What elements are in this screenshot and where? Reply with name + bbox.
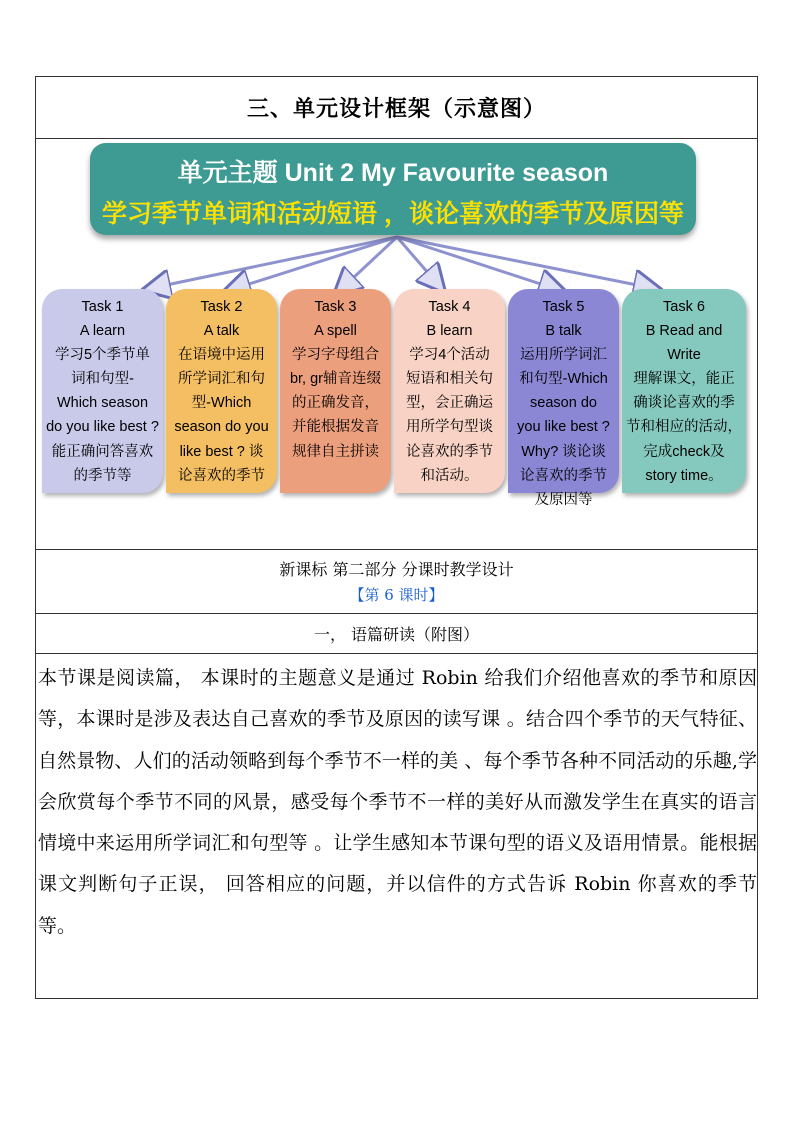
task-line: A talk bbox=[203, 323, 240, 340]
task-line: 论喜欢的季节 bbox=[406, 443, 493, 460]
task-line: 用所学句型谈 bbox=[406, 419, 493, 436]
task-line: Which season bbox=[56, 395, 149, 412]
task-line: 所学词汇和句 bbox=[178, 371, 265, 388]
task-line: season do you bbox=[174, 419, 269, 436]
task-line: A spell bbox=[314, 323, 357, 340]
heading-row bbox=[36, 550, 757, 614]
task-line: 理解课文，能正 bbox=[633, 371, 735, 388]
task-line: 运用所学词汇 bbox=[520, 347, 607, 364]
task-line: like best ? 谈 bbox=[179, 443, 264, 460]
task-line: B talk bbox=[545, 323, 582, 340]
task-title: Task 4 bbox=[428, 299, 471, 315]
task-line: 词和句型- bbox=[71, 371, 134, 388]
task-line: 论喜欢的季节 bbox=[178, 467, 265, 484]
task-line: 确谈论喜欢的季 bbox=[633, 395, 735, 412]
lesson-description: 本节课是阅读篇， 本课时的主题意义是通过 Robin 给我们介绍他喜欢的季节和原因等，本课时是涉及表达自己喜欢的季节及原因的读写课 。结合四个季节的天气特征、自然景物、人们的活动领略到每个季节不一样的美 、每个季节各种不同活动的乐趣,学会欣赏每个季节不同的风景，感受每个季节不一样的美好从而激发学生在真实的语言情境中来运用所学词汇和句型等 。让学生感知本节课句型的语义及语用情景。能根据课文判断句子正误， 回答相应的问题，并以信件的方式告诉 Robin 你喜欢的季节等。 bbox=[38, 667, 757, 937]
subheading-row bbox=[36, 614, 757, 654]
task-line: do you like best ? bbox=[46, 419, 159, 436]
task-line: 型，会正确运 bbox=[406, 395, 493, 412]
task-line: 完成check及 bbox=[643, 443, 725, 460]
task-line: 节和相应的活动， bbox=[626, 419, 742, 436]
task-card-6 bbox=[622, 289, 746, 493]
section-title-row bbox=[36, 77, 757, 139]
task-card-2 bbox=[166, 289, 277, 493]
task-line: 在语境中运用 bbox=[178, 347, 265, 364]
task-line: you like best ? bbox=[517, 419, 610, 436]
unit-topic-title: 单元主题 Unit 2 My Favourite season bbox=[177, 159, 609, 187]
task-line: B learn bbox=[426, 323, 473, 340]
task-line: 和活动。 bbox=[420, 467, 479, 484]
task-line: 规律自主拼读 bbox=[292, 443, 379, 460]
task-line: br, gr辅音连缀 bbox=[289, 371, 382, 388]
unit-framework-diagram bbox=[42, 141, 753, 508]
discourse-analysis-heading: 一， 语篇研读（附图） bbox=[313, 625, 480, 644]
task-title: Task 6 bbox=[663, 299, 705, 315]
lesson-number: 【第 6 课时】 bbox=[349, 586, 444, 604]
task-line: story time。 bbox=[645, 467, 723, 484]
diagram-row bbox=[36, 139, 757, 550]
task-title: Task 1 bbox=[81, 299, 124, 315]
lesson-table bbox=[35, 76, 758, 999]
task-line: 能正确问答喜欢 bbox=[51, 443, 154, 460]
task-line: Why? 谈论谈 bbox=[521, 443, 606, 460]
task-line: 短语和相关句 bbox=[406, 371, 493, 388]
task-line: 并能根据发音 bbox=[292, 419, 379, 436]
paragraph-row bbox=[36, 654, 757, 1000]
task-line: 论喜欢的季节 bbox=[520, 467, 607, 484]
task-line: 和句型-Which bbox=[519, 371, 608, 388]
task-card-4 bbox=[394, 289, 505, 493]
unit-topic-box bbox=[90, 143, 696, 235]
task-line: 学习字母组合 bbox=[292, 347, 379, 364]
task-line: 及原因等 bbox=[534, 491, 593, 508]
section-title: 三、单元设计框架（示意图） bbox=[246, 96, 546, 122]
task-line: 学习5个季节单 bbox=[54, 347, 151, 364]
task-line: 的季节等 bbox=[73, 467, 132, 484]
standard-heading: 新课标 第二部分 分课时教学设计 bbox=[279, 560, 514, 579]
task-card-5 bbox=[508, 289, 619, 508]
task-title: Task 3 bbox=[314, 299, 357, 315]
task-line: 学习4个活动 bbox=[409, 347, 490, 364]
task-line: 型-Which bbox=[191, 395, 252, 412]
task-card-1 bbox=[42, 289, 163, 493]
task-line: A learn bbox=[79, 323, 126, 340]
task-card-3 bbox=[280, 289, 391, 493]
task-line: season do bbox=[530, 395, 597, 412]
task-line: B Read and bbox=[645, 323, 723, 340]
unit-topic-subtitle: 学习季节单词和活动短语 ，谈论喜欢的季节及原因等 bbox=[102, 200, 684, 228]
task-title: Task 5 bbox=[542, 299, 585, 315]
task-title: Task 2 bbox=[200, 299, 243, 315]
task-line: 的正确发音， bbox=[292, 395, 379, 412]
task-line: Write bbox=[667, 347, 701, 364]
